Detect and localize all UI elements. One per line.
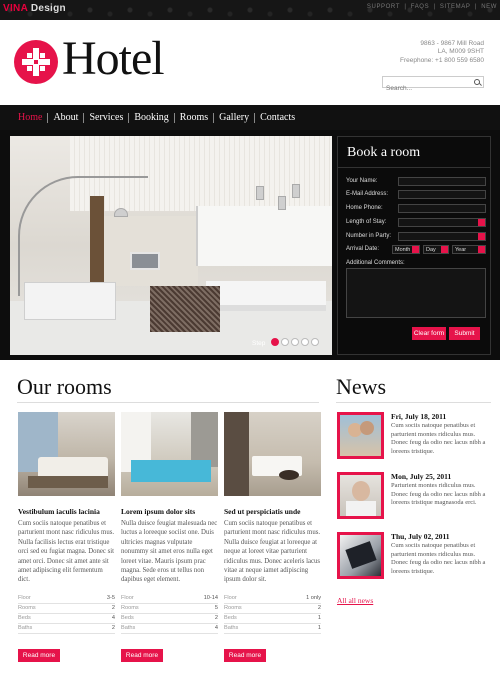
day-select[interactable]: Day bbox=[423, 245, 449, 254]
hotel-phone: Freephone: +1 800 559 6580 bbox=[399, 57, 484, 64]
booking-title: Book a room bbox=[347, 145, 421, 160]
nav-contacts[interactable]: Contacts bbox=[260, 111, 296, 123]
rooms-heading: Our rooms bbox=[17, 374, 112, 399]
news-date: Fri, July 18, 2011 bbox=[391, 412, 447, 421]
slider-dot-2[interactable] bbox=[281, 338, 289, 346]
logo-emblem-icon[interactable] bbox=[14, 40, 58, 84]
news-item bbox=[337, 472, 492, 526]
room-description: Nulla duisce feugiat malesuada nec luctus a loreeque sociist one. Duis ultricies magnas vulputate nonummy sit amet eros nulla eget loreet vitae. Mauris ipsum prac magna. Sede eros ut tellus non dapibus eget element. bbox=[121, 520, 218, 584]
room-stats: Floor 1 only Rooms 2 Beds 1 Baths 1 bbox=[224, 594, 321, 634]
chevron-down-icon bbox=[478, 219, 485, 226]
rooms-divider bbox=[17, 402, 319, 403]
nav-home[interactable]: Home bbox=[16, 113, 48, 123]
field-party-row: Number in Party: bbox=[346, 232, 486, 242]
field-email-row: E-Mail Address: bbox=[346, 190, 486, 200]
news-text: Cum sociis natoque penatibus et parturient montes ridiculus mus. Donec feug da odio nec lacus nibh a loreens tristique. bbox=[391, 542, 486, 575]
news-item bbox=[337, 412, 492, 466]
news-thumbnail[interactable] bbox=[337, 412, 384, 459]
nav-gallery[interactable]: Gallery bbox=[214, 113, 255, 123]
slider-dot-4[interactable] bbox=[301, 338, 309, 346]
room-title[interactable]: Sed ut perspiciatis unde bbox=[224, 507, 301, 516]
nav-about[interactable]: About bbox=[48, 113, 84, 123]
comments-label: Additional Comments: bbox=[346, 260, 405, 266]
slider-dot-3[interactable] bbox=[291, 338, 299, 346]
comments-textarea[interactable] bbox=[346, 268, 486, 318]
slider-dots bbox=[271, 338, 319, 346]
room-stats: Floor 3-5 Rooms 2 Beds 4 Baths 2 bbox=[18, 594, 115, 634]
top-bar bbox=[0, 0, 500, 20]
search-icon[interactable] bbox=[474, 79, 480, 85]
news-text: Cum sociis natoque penatibus et parturient montes ridiculus mus. Donec feug da odio nec lacus nibh a loreens tristique. bbox=[391, 422, 486, 455]
news-date: Thu, July 02, 2011 bbox=[391, 532, 450, 541]
nav-services[interactable]: Services bbox=[84, 113, 129, 123]
nav-booking[interactable]: Booking bbox=[129, 113, 174, 123]
room-photo[interactable] bbox=[121, 412, 218, 496]
email-field[interactable] bbox=[398, 190, 486, 199]
hotel-address: 9863 - 9867 Mill Road LA, M009 9SHT bbox=[420, 40, 484, 55]
room-description: Cum sociis natoque penatibus et parturient mont nasc ridiculus mus. Nulla duisce feugiat at loreeque at neque at loreet vitae parturient ridiculus mus. Donec aceleris lacus vitae at neque iamet adipiscing ipsum dolor sit. bbox=[224, 520, 321, 584]
slider-dot-1[interactable] bbox=[271, 338, 279, 346]
stay-select[interactable] bbox=[398, 218, 486, 227]
room-card-1 bbox=[18, 412, 115, 659]
read-more-button[interactable]: Read more bbox=[121, 649, 163, 662]
room-card-2 bbox=[121, 412, 218, 659]
site-logo-text[interactable]: Hotel bbox=[62, 32, 164, 85]
news-date: Mon, July 25, 2011 bbox=[391, 472, 452, 481]
phone-field[interactable] bbox=[398, 204, 486, 213]
room-title[interactable]: Lorem ipsum dolor sits bbox=[121, 507, 196, 516]
clear-form-button[interactable]: Clear form bbox=[412, 327, 446, 340]
all-news-link[interactable]: All all news bbox=[337, 596, 374, 605]
news-item bbox=[337, 532, 492, 586]
party-select[interactable] bbox=[398, 232, 486, 241]
read-more-button[interactable]: Read more bbox=[224, 649, 266, 662]
room-card-3 bbox=[224, 412, 321, 659]
brand-logo[interactable]: VINA Design bbox=[3, 3, 66, 14]
top-links: SUPPORT | FAQS | SITEMAP | NEW bbox=[366, 4, 497, 10]
news-thumbnail[interactable] bbox=[337, 532, 384, 579]
submit-button[interactable]: Submit bbox=[449, 327, 480, 340]
top-link-new[interactable]: NEW bbox=[481, 4, 497, 10]
top-link-support[interactable]: SUPPORT bbox=[366, 4, 401, 10]
top-link-faqs[interactable]: FAQS bbox=[410, 4, 430, 10]
name-field[interactable] bbox=[398, 177, 486, 186]
chevron-down-icon bbox=[441, 246, 448, 253]
news-thumbnail[interactable] bbox=[337, 472, 384, 519]
nav-rooms[interactable]: Rooms bbox=[175, 113, 214, 123]
room-description: Cum sociis natoque penatibus et parturient mont nasc ridiculus mus. Nulla facilisis lectus erat tristique orci sed eu fugiat magna. Donec sit amet orci. Donec sit amet ante sit amet adipiscing elit fermentum dict. bbox=[18, 520, 115, 584]
search-input[interactable] bbox=[383, 84, 471, 94]
field-arrival-row: Arrival Date: Month Day Year bbox=[346, 245, 486, 255]
field-phone-row: Home Phone: bbox=[346, 204, 486, 214]
news-divider bbox=[336, 402, 491, 403]
room-stats: Floor 10-14 Rooms 5 Beds 2 Baths 4 bbox=[121, 594, 218, 634]
room-title[interactable]: Vestibulum iaculis lacinia bbox=[18, 507, 100, 516]
search-box bbox=[382, 76, 484, 88]
news-text: Parturient montes ridiculus mus. Donec feug da odio nec lacus nibh a loreens tristique magnasoda erci. bbox=[391, 482, 486, 506]
chevron-down-icon bbox=[478, 233, 485, 240]
main-nav bbox=[0, 105, 500, 130]
year-select[interactable]: Year bbox=[452, 245, 486, 254]
slider-dot-5[interactable] bbox=[311, 338, 319, 346]
hero-slider-image bbox=[10, 136, 332, 355]
top-link-sitemap[interactable]: SITEMAP bbox=[439, 4, 471, 10]
news-heading: News bbox=[336, 374, 387, 399]
room-photo[interactable] bbox=[224, 412, 321, 496]
field-stay-row: Length of Stay: bbox=[346, 218, 486, 228]
slider-label: Step bbox=[252, 340, 266, 347]
field-name-row: Your Name: bbox=[346, 177, 486, 187]
chevron-down-icon bbox=[478, 246, 485, 253]
chevron-down-icon bbox=[412, 246, 419, 253]
month-select[interactable]: Month bbox=[392, 245, 420, 254]
read-more-button[interactable]: Read more bbox=[18, 649, 60, 662]
room-photo[interactable] bbox=[18, 412, 115, 496]
